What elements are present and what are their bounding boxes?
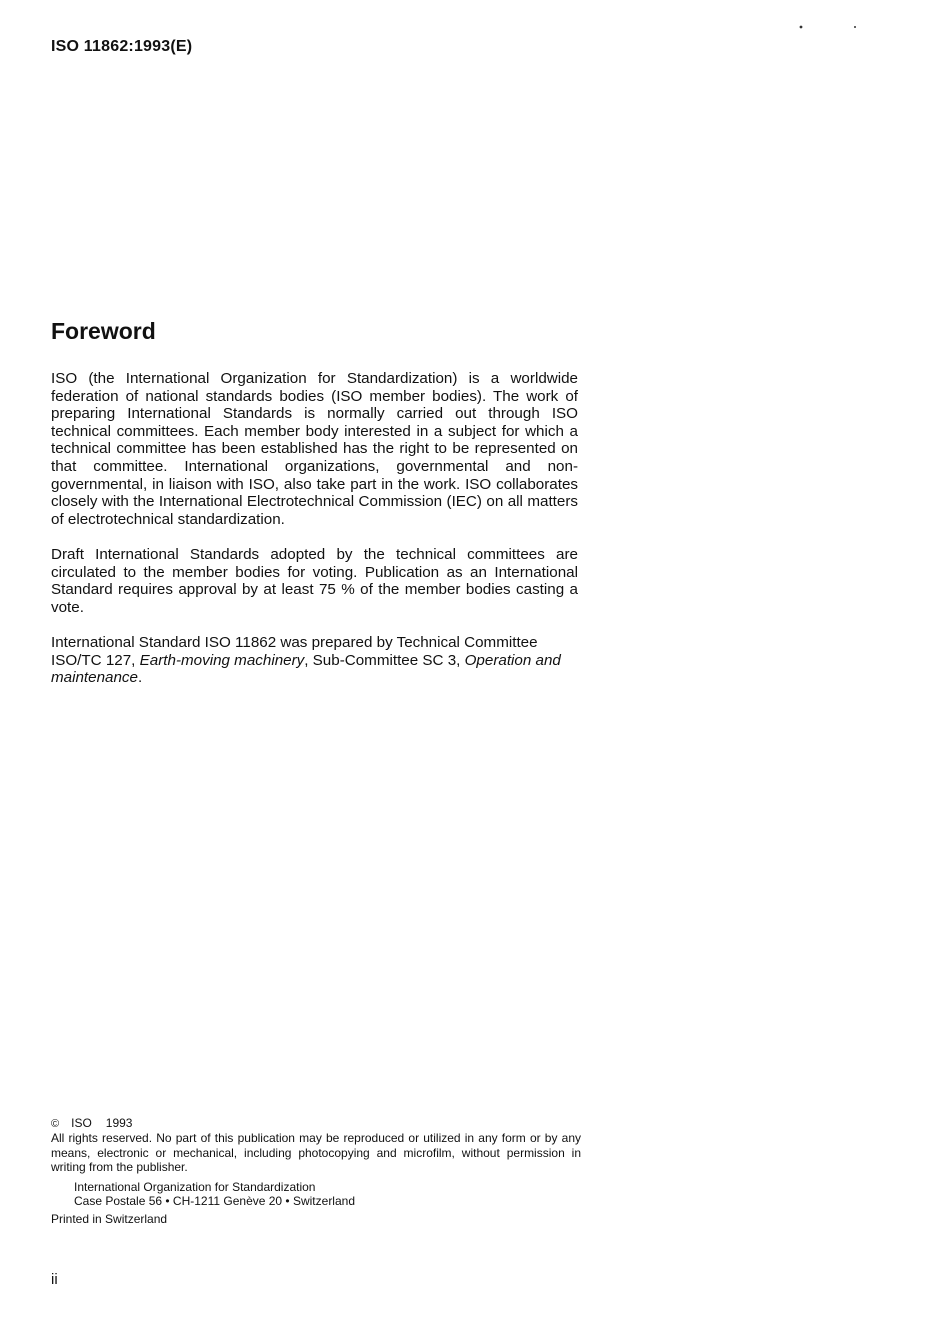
paragraph-3-text-c: . xyxy=(137,669,143,687)
printed-in: Printed in Switzerland xyxy=(51,1212,168,1227)
publisher-address: Case Postale 56 • CH-1211 Genève 20 • Switzerland xyxy=(74,1194,355,1209)
copyright-symbol: © xyxy=(51,1118,60,1130)
document-code: ISO 11862:1993(E) xyxy=(51,38,193,55)
copyright-org: ISO xyxy=(71,1116,92,1130)
committee-name: Earth-moving machinery xyxy=(139,651,305,669)
subcommittee-name: Operation and maintenance xyxy=(51,651,561,687)
publisher-name: International Organization for Standardization xyxy=(74,1179,316,1194)
foreword-paragraph-1: ISO (the International Organization for Standardization) is a worldwide federation of national standards bodies (ISO member bodies). The work of preparing International Standards is normally carried out through ISO technical committees. Each member body interested in a subject for which a technical committee has been established has the right to be represented on that committee. International organizations, governmental and non-governmental, in liaison with ISO, also take part in the work. ISO collaborates closely with the International Electrotechnical Commission (IEC) on all matters of electrotechnical standardization. xyxy=(51,370,578,528)
paragraph-3-text-b: , Sub-Committee SC 3, xyxy=(304,651,465,669)
rights-statement: All rights reserved. No part of this publication may be reproduced or utilized in any form or by any means, electronic or mechanical, including photocopying and microfilm, without permission in writing from the publisher. xyxy=(51,1131,581,1175)
copyright-year: 1993 xyxy=(105,1116,133,1130)
page-number: ii xyxy=(51,1271,58,1288)
foreword-body xyxy=(51,370,578,704)
paragraph-3-text-a: International Standard ISO 11862 was prepared by Technical Committee ISO/TC 127, xyxy=(51,633,538,669)
scan-specks xyxy=(797,23,862,31)
foreword-title: Foreword xyxy=(51,318,156,344)
foreword-paragraph-3 xyxy=(51,634,578,687)
copyright-block xyxy=(51,1116,581,1227)
copyright-line xyxy=(51,1116,581,1131)
foreword-paragraph-2: Draft International Standards adopted by the technical committees are circulated to the member bodies for voting. Publication as an International Standard requires approval by at least 75 % of the member bodies casting a vote. xyxy=(51,545,578,616)
